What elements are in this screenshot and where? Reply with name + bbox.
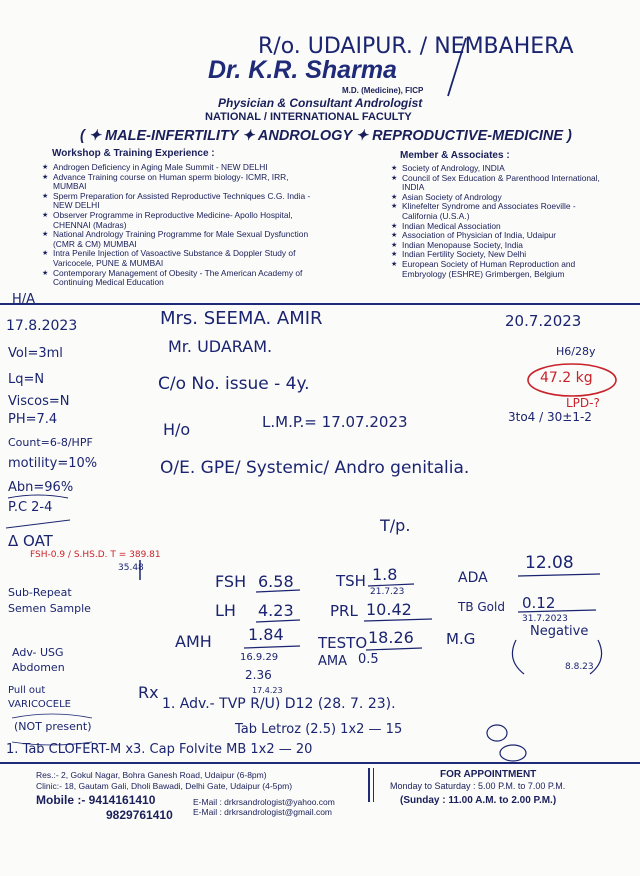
member-item: ★ Council of Sex Education & Parenthood International, INDIA (391, 174, 609, 193)
semen-volume: Vol=3ml (8, 346, 63, 361)
doctor-designation: Physician & Consultant Andrologist (218, 96, 423, 110)
member-title: Member & Associates : (400, 150, 510, 161)
rx-symbol: Rx (138, 683, 159, 702)
faculty-line: NATIONAL / INTERNATIONAL FACULTY (205, 111, 412, 123)
lab-fsh-label: FSH (215, 572, 247, 591)
advice-usg: Adv- USG Abdomen (12, 646, 65, 674)
semen-liquefaction: Lq=N (8, 372, 45, 387)
oat-hormone-note: FSH-0.9 / S.HS.D. T = 389.81 (30, 550, 161, 560)
lab-ama-label: AMA (318, 654, 348, 669)
lab-ada-label: ADA (458, 570, 488, 586)
workshop-item: ★ Contemporary Management of Obesity - The American Academy of Continuing Medical Education (42, 269, 314, 288)
specialities-banner: ( ✦ MALE-INFERTILITY ✦ ANDROLOGY ✦ REPRODUCTIVE-MEDICINE ) (80, 128, 572, 144)
lab-testo-label: TESTO (318, 634, 368, 652)
lab-amh-date: 16.9.29 (240, 652, 279, 663)
lab-ada-value: 12.08 (525, 553, 574, 573)
email-gmail: E-Mail : drkrsandrologist@gmail.com (193, 807, 333, 817)
residence-address: Res.:- 2, Gokul Nagar, Bohra Ganesh Road, Udaipur (6-8pm) (36, 770, 267, 780)
history-label: H/o (163, 420, 191, 439)
semen-ph: PH=7.4 (8, 412, 58, 427)
member-item: ★ Klinefelter Syndrome and Associates Roeville - California (U.S.A.) (391, 202, 609, 221)
lab-prl-value: 10.42 (366, 600, 412, 619)
lab-lh-label: LH (215, 601, 236, 620)
repeat-semen-sample: Sub-Repeat Semen Sample (8, 586, 91, 615)
lab-tsh-label: TSH (336, 572, 366, 590)
mobile-number-2: 9829761410 (106, 808, 173, 822)
lab-amh-date-2: 17.4.23 (252, 686, 283, 695)
lab-tsh-value: 1.8 (372, 565, 398, 584)
weight: 47.2 kg (540, 370, 593, 386)
lab-prl-label: PRL (330, 602, 358, 620)
member-item: ★ Association of Physician of India, Udaipur (391, 231, 609, 241)
workshop-item: ★ Observer Programme in Reproductive Medicine- Apollo Hospital, CHENNAI (Madras) (42, 211, 314, 230)
member-item: ★ Asian Society of Andrology (391, 193, 609, 203)
lab-amh-label: AMH (175, 632, 212, 651)
workshop-item: ★ Advance Training course on Human sperm biology- ICMR, IRR, MUMBAI (42, 173, 314, 192)
semen-pus-cells: P.C 2-4 (8, 500, 53, 515)
semen-viscosity: Viscos=N (8, 394, 70, 409)
doctor-name: Dr. K.R. Sharma (208, 56, 397, 84)
appointment-sunday: (Sunday : 11.00 A.M. to 2.00 P.M.) (400, 795, 557, 806)
lab-testo-value: 18.26 (368, 628, 414, 647)
height-age: H6/28y (556, 345, 596, 358)
lab-tbgold-label: TB Gold (458, 600, 505, 614)
member-item: ★ Indian Menopause Society, India (391, 241, 609, 251)
email-yahoo: E-Mail : drkrsandrologist@yahoo.com (193, 797, 335, 807)
member-item: ★ Indian Fertility Society, New Delhi (391, 250, 609, 260)
lab-tsh-date: 21.7.23 (370, 587, 405, 597)
semen-date: 17.8.2023 (6, 318, 78, 334)
lab-fsh-value: 6.58 (258, 572, 294, 591)
semen-count: Count=6-8/HPF (8, 436, 93, 449)
varicocele-status: (NOT present) (14, 720, 92, 733)
member-item: ★ Society of Andrology, INDIA (391, 164, 609, 174)
mobile-number: Mobile :- 9414161410 (36, 793, 156, 807)
examination: O/E. GPE/ Systemic/ Andro genitalia. (160, 458, 470, 478)
rx-line-1: 1. Adv.- TVP R/U) D12 (28. 7. 23). (162, 696, 396, 712)
workshop-item: ★ Intra Penile Injection of Vasoactive Substance & Doppler Study of Varicocele, PUNE & MUMBAI (42, 249, 314, 268)
appointment-title: FOR APPOINTMENT (440, 769, 537, 780)
appointment-weekday: Monday to Saturday : 5.00 P.M. to 7.00 P.M. (390, 781, 566, 791)
lab-mg-label: M.G (446, 630, 476, 648)
lab-amh-note: 2.36 (245, 668, 272, 682)
clinic-address: Clinic:- 18, Gautam Gali, Dholi Bawadi, Delhi Gate, Udaipur (4-5pm) (36, 781, 293, 791)
lab-tbgold-date: 31.7.2023 (522, 614, 568, 624)
husband-name: Mr. UDARAM. (168, 337, 273, 356)
doctor-degrees: M.D. (Medicine), FICP (342, 86, 424, 95)
member-item: ★ Indian Medical Association (391, 222, 609, 232)
oat-hormone-note-2: 35.48 (118, 563, 144, 573)
lmp: L.M.P.= 17.07.2023 (262, 413, 408, 431)
lab-lh-value: 4.23 (258, 601, 294, 620)
lab-tbgold-value: 0.12 (522, 594, 556, 612)
patient-name: Mrs. SEEMA. AMIR (160, 308, 323, 329)
visit-date: 20.7.2023 (505, 312, 582, 330)
workshop-item: ★ Sperm Preparation for Assisted Reproductive Techniques C.G. India - NEW DELHI (42, 192, 314, 211)
chief-complaint: C/o No. issue - 4y. (158, 374, 310, 394)
lab-mg-date: 8.8.23 (565, 662, 594, 672)
handwritten-address: R/o. UDAIPUR. / NEMBAHERA (258, 34, 574, 59)
lab-mg-result: Negative (530, 624, 589, 639)
rx-line-3: 1. Tab CLOFERT-M x3. Cap Folvite MB 1x2 — 20 (6, 742, 313, 757)
member-item: ★ European Society of Human Reproduction and Embryology (ESHRE) Grimbergen, Belgium (391, 260, 609, 279)
test-plan: T/p. (380, 516, 411, 535)
workshop-item: ★ National Andrology Training Programme for Male Sexual Dysfunction (CMR & CM) MUMBAI (42, 230, 314, 249)
rx-line-2: Tab Letroz (2.5) 1x2 — 15 (235, 722, 403, 737)
diagnosis-oat: Δ OAT (8, 532, 53, 550)
workshop-item: ★ Androgen Deficiency in Aging Male Summit - NEW DELHI (42, 163, 314, 173)
lab-ama-value: 0.5 (358, 652, 379, 667)
weight-circle (528, 364, 616, 396)
semen-abnormal: Abn=96% (8, 480, 74, 495)
semen-header: H/A (12, 292, 36, 307)
varicocele-note: Pull out VARICOCELE (8, 685, 71, 710)
semen-motility: motility=10% (8, 456, 98, 471)
lpd: LPD-? (566, 396, 600, 410)
menstrual-cycle: 3to4 / 30±1-2 (508, 410, 592, 424)
workshop-title: Workshop & Training Experience : (52, 148, 215, 159)
lab-amh-value: 1.84 (248, 625, 284, 644)
